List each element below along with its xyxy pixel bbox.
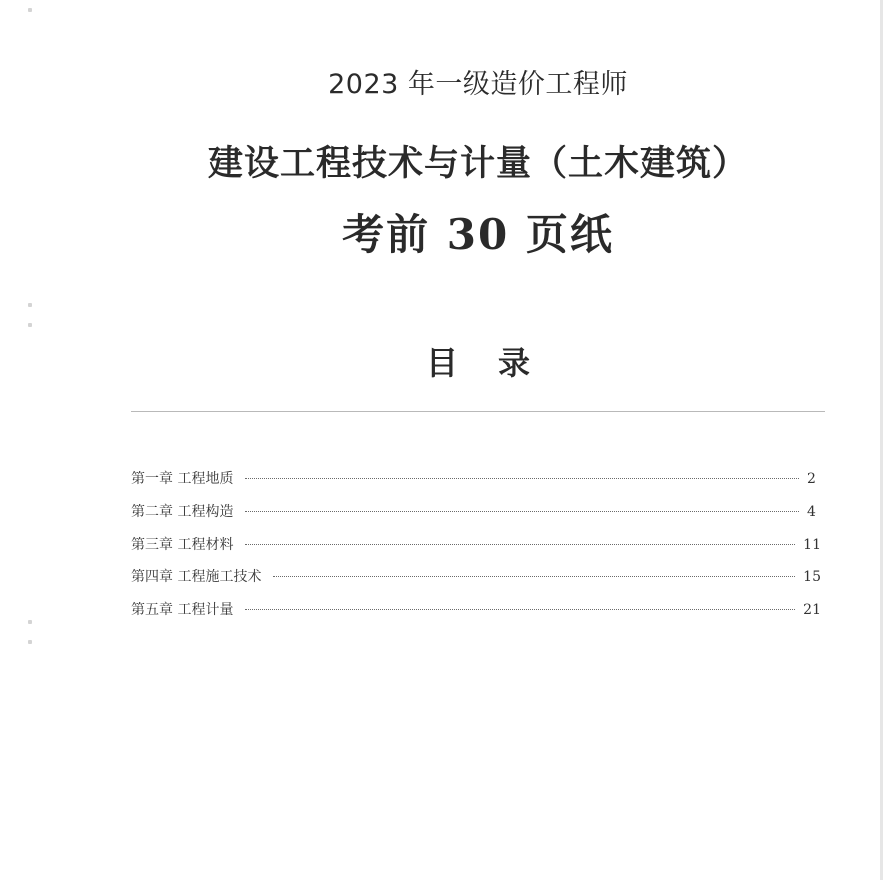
toc-entry[interactable] <box>131 501 821 534</box>
toc-entry[interactable] <box>131 534 821 567</box>
document-subtitle: 2023 年一级造价工程师 <box>328 69 628 100</box>
edge-mark <box>28 620 32 624</box>
toc-entry-page: 21 <box>803 602 821 619</box>
table-of-contents <box>131 468 821 632</box>
toc-heading-first: 目 <box>425 344 458 382</box>
divider-line <box>131 411 825 412</box>
toc-leader-dots <box>245 609 795 610</box>
toc-leader-dots <box>245 511 799 512</box>
toc-entry-label: 第三章 工程材料 <box>131 536 234 553</box>
toc-entry-label: 第五章 工程计量 <box>131 602 234 619</box>
edge-mark <box>28 323 32 327</box>
document-title: 建设工程技术与计量（土木建筑） <box>207 144 748 184</box>
toc-leader-dots <box>245 544 795 545</box>
toc-entry-page: 11 <box>803 536 821 553</box>
toc-entry-label: 第二章 工程构造 <box>131 503 234 520</box>
toc-entry[interactable] <box>131 566 821 599</box>
toc-entry-label: 第四章 工程施工技术 <box>131 569 262 586</box>
edge-mark <box>28 8 32 12</box>
toc-entry-label: 第一章 工程地质 <box>131 471 234 487</box>
toc-heading <box>0 338 883 384</box>
toc-entry-page: 15 <box>803 569 821 586</box>
toc-entry[interactable] <box>131 468 821 501</box>
edge-mark <box>28 640 32 644</box>
edge-mark <box>28 303 32 307</box>
document-title-secondary: 考前 30 页纸 <box>342 210 614 259</box>
toc-leader-dots <box>273 576 795 577</box>
toc-entry[interactable] <box>131 599 821 632</box>
toc-entry-page: 2 <box>807 471 816 487</box>
toc-heading-second: 录 <box>498 344 531 382</box>
toc-entry-page: 4 <box>807 503 816 520</box>
toc-leader-dots <box>245 478 799 479</box>
